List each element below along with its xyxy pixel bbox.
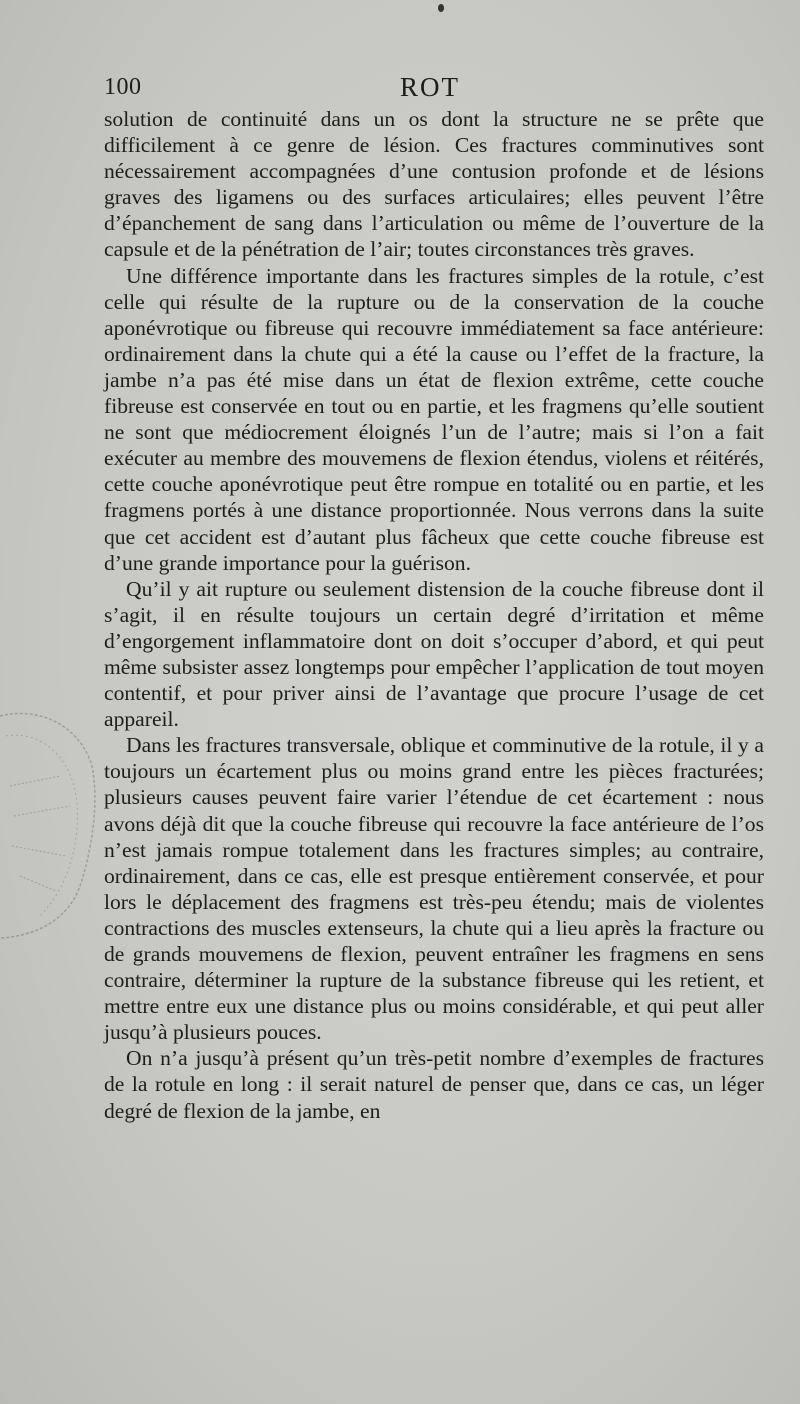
page-header <box>104 74 764 106</box>
paragraph: On n’a jusqu’à présent qu’un très-petit nombre d’exemples de fractures de la rotule en long : il serait naturel de penser que, dans ce cas, un léger degré de flexion de la jambe, en <box>104 1046 764 1123</box>
ink-spot <box>438 4 444 12</box>
page-number: 100 <box>104 74 142 100</box>
body-text <box>104 106 764 1124</box>
paragraph: Qu’il y ait rupture ou seulement distension de la couche fibreuse dont il s’agit, il en résulte toujours un certain degré d’irritation et même d’engorgement inflammatoire dont on doit s’occuper d’abord, et qui peut même subsister assez longtemps pour empêcher l’application de tout moyen contentif, et pour priver ainsi de l’avantage que procure l’usage de cet appareil. <box>104 576 764 732</box>
paragraph: Dans les fractures transversale, oblique et comminutive de la rotule, il y a toujours un écartement plus ou moins grand entre les pièces fracturées; plusieurs causes peuvent faire varier l’étendue de cet écartement : nous avons déjà dit que la couche fibreuse qui recouvre la face antérieure de l’os n’est jamais rompue totalement dans les fractures simples; au contraire, ordinairement, dans ce cas, elle est presque entièrement conservée, et pour lors le déplacement des fragmens est très-peu étendu; mais de violentes contractions des muscles extenseurs, la chute qui a lieu après la fracture ou de grands mouvemens de flexion, peuvent entraîner les fragmens en sens contraire, déterminer la rupture de la substance fibreuse qui les retient, et mettre entre eux une distance plus ou moins considérable, et qui peut aller jusqu’à plusieurs pouces. <box>104 733 764 1045</box>
paragraph: Une différence importante dans les fractures simples de la rotule, c’est celle qui résulte de la rupture ou de la conservation de la couche aponévrotique ou fibreuse qui recouvre immédiatement sa face antérieure: ordinairement dans la chute qui a été la cause ou l’effet de la fracture, la jambe n’a pas été mise dans un état de flexion extrême, cette couche fibreuse est conservée en tout ou en partie, et les fragmens qu’elle soutient ne sont que médiocrement éloignés l’un de l’autre; mais si l’on a fait exécuter au membre des mouvemens de flexion étendus, violens et réitérés, cette couche aponévrotique peut être rompue en totalité ou en partie, et les fragmens portés à une distance proportionnée. Nous verrons dans la suite que cet accident est d’autant plus fâcheux que cette couche fibreuse est d’une grande importance pour la guérison. <box>104 263 764 575</box>
paragraph-continued: solution de continuité dans un os dont la structure ne se prête que difficilement à ce genre de lésion. Ces fractures comminutives sont nécessairement accompagnées d’une contusion profonde et de lésions graves des ligamens ou des surfaces articulaires; elles peuvent l’être d’épanchement de sang dans l’articulation ou même de l’ouverture de la capsule et de la pénétration de l’air; toutes circonstances très graves. <box>104 107 764 262</box>
running-head: ROT <box>400 72 460 102</box>
library-stamp-mark <box>0 706 98 942</box>
